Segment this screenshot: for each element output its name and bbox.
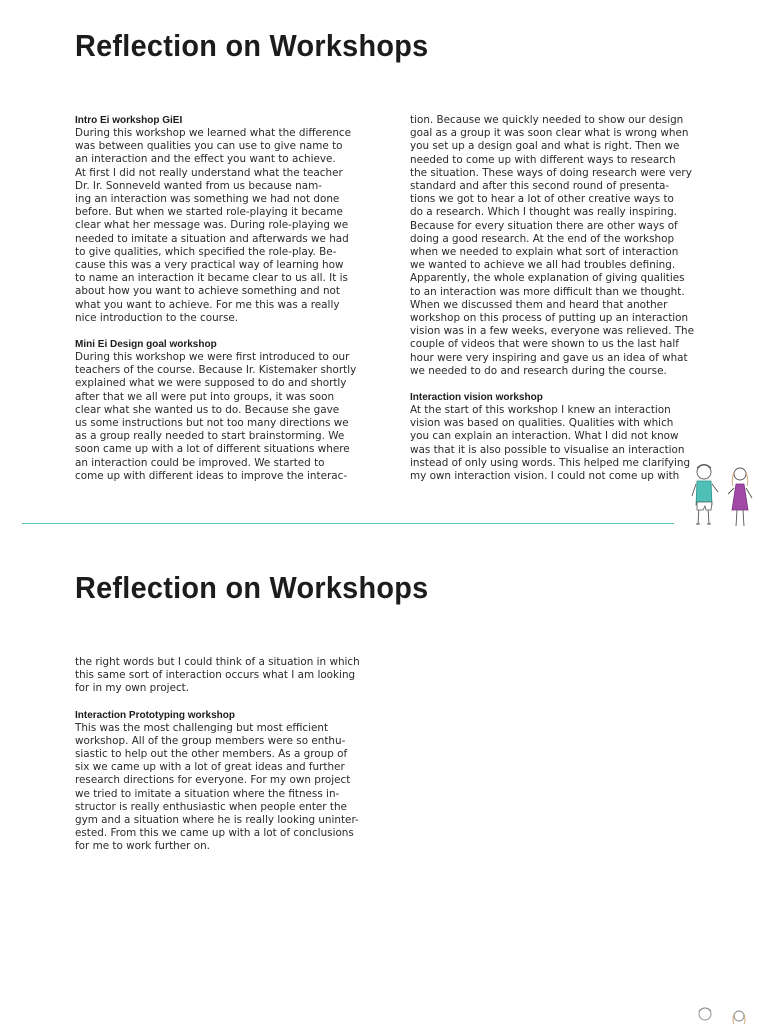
intro-workshop-paragraph (75, 127, 365, 325)
text-line: you set up a design goal and what is right. Then we (410, 140, 680, 153)
text-line: doing a good research. At the end of the workshop (410, 232, 675, 245)
boy-and-girl-illustration (682, 462, 762, 530)
right-column (410, 114, 700, 483)
text-line: vision was based on qualities. Qualities with which (410, 417, 674, 430)
prototyping-workshop-paragraph (75, 722, 365, 854)
text-line: standard and after this second round of presenta- (410, 180, 670, 193)
text-line: my own interaction vision. I could not come up with (410, 470, 680, 483)
boy-shirt (696, 481, 712, 505)
page-title: Reflection on Workshops (75, 28, 429, 63)
left-column (75, 114, 365, 483)
text-line: cause this was a very practical way of learning how (75, 259, 344, 272)
text-line: Apparently, the whole explanation of giving qualities (410, 272, 685, 285)
boy-and-girl-illustration-cropped (694, 1002, 754, 1024)
text-line: to name an interaction it became clear to us all. It is (75, 272, 348, 285)
text-line: us some instructions but not too many directions we (75, 417, 349, 430)
text-line: as a group really needed to start brainstorming. We (75, 430, 345, 443)
text-line: siastic to help out the other members. As a group of (75, 748, 348, 761)
text-line: an interaction and the effect you want to achieve. (75, 153, 336, 166)
interaction-vision-workshop-continued (75, 656, 365, 696)
text-line: you can explain an interaction. What I did not know (410, 430, 679, 443)
text-line: to give qualities, which specified the role-play. Be- (75, 245, 337, 258)
text-line: workshop. All of the group members were so enthu- (75, 734, 346, 747)
text-line: When we discussed them and heard that another (410, 298, 668, 311)
interaction-vision-workshop-paragraph (410, 404, 700, 483)
page-divider (22, 523, 674, 524)
section-heading-intro-workshop: Intro Ei workshop GiEI (75, 115, 183, 126)
text-line: research directions for everyone. For my own project (75, 774, 351, 787)
text-line: clear what she wanted us to do. Because she gave (75, 403, 340, 416)
text-line: Dr. Ir. Sonneveld wanted from us because nam- (75, 179, 322, 192)
text-line: vision was in a few weeks, everyone was relieved. The (410, 325, 695, 338)
left-column (75, 656, 365, 854)
text-line: explained what we were supposed to do and shortly (75, 377, 347, 390)
text-line: for in my own project. (75, 682, 190, 695)
text-line: teachers of the course. Because Ir. Kistemaker shortly (75, 364, 357, 377)
design-goal-workshop-continued (410, 114, 700, 378)
text-line: During this workshop we were first introduced to our (75, 351, 350, 364)
text-line: after that we all were put into groups, it was soon (75, 390, 335, 403)
text-line: for me to work further on. (75, 840, 210, 853)
text-line: to an interaction was more difficult than we thought. (410, 285, 685, 298)
text-line: ing an interaction was something we had not done (75, 193, 340, 206)
text-line: when we needed to explain what sort of interaction (410, 246, 679, 259)
text-line: about how you want to achieve something and not (75, 285, 340, 298)
text-line: ested. From this we came up with a lot of conclusions (75, 827, 354, 840)
text-line: before. But when we started role-playing it became (75, 206, 343, 219)
text-line: do a research. Which I thought was really inspiring. (410, 206, 677, 219)
text-line: soon came up with a lot of different situations where (75, 443, 350, 456)
text-line: we needed to do and research during the course. (410, 364, 667, 377)
page-title: Reflection on Workshops (75, 570, 429, 605)
text-line: At the start of this workshop I knew an interaction (410, 404, 671, 417)
text-line: This was the most challenging but most efficient (75, 721, 329, 734)
text-line: needed to come up with different ways to research (410, 153, 676, 166)
boy-shorts (697, 502, 712, 510)
text-line: the right words but I could think of a situation in which (75, 656, 360, 668)
section-heading-design-goal-workshop: Mini Ei Design goal workshop (75, 339, 217, 351)
text-line: clear what her message was. During role-playing we (75, 219, 349, 232)
section-heading-prototyping-workshop: Interaction Prototyping workshop (75, 709, 236, 721)
text-line: six we came up with a lot of great ideas and further (75, 761, 345, 774)
section-heading-interaction-vision-workshop: Interaction vision workshop (410, 392, 543, 404)
text-line: was between qualities you can use to give name to (75, 140, 343, 153)
text-line: this same sort of interaction occurs what I am looking (75, 669, 356, 682)
text-line: gym and a situation where he is really looking uninter- (75, 814, 359, 827)
text-line: tions we got to hear a lot of other creative ways to (410, 193, 674, 206)
text-line: the situation. These ways of doing research were very (410, 166, 692, 179)
text-line: we wanted to achieve we all had troubles defining. (410, 259, 676, 272)
text-line: what you want to achieve. For me this was a really (75, 298, 340, 311)
text-line: we tried to imitate a situation where the fitness in- (75, 787, 340, 800)
text-line: structor is really enthusiastic when people enter the (75, 800, 347, 813)
text-line: During this workshop we learned what the difference (75, 127, 352, 139)
girl-dress (732, 484, 748, 510)
text-line: At first I did not really understand what the teacher (75, 166, 343, 179)
text-line: hour were very inspiring and gave us an idea of what (410, 351, 688, 364)
text-line: needed to imitate a situation and afterwards we had (75, 232, 349, 245)
text-line: workshop on this process of putting up an interaction (410, 312, 689, 325)
text-line: come up with different ideas to improve the interac- (75, 469, 348, 482)
text-line: instead of only using words. This helped me clarifying (410, 456, 691, 469)
design-goal-workshop-paragraph (75, 351, 365, 483)
text-line: couple of videos that were shown to us the last half (410, 338, 679, 351)
text-line: an interaction could be improved. We started to (75, 456, 325, 469)
text-line: was that it is also possible to visualise an interaction (410, 443, 685, 456)
text-line: Because for every situation there are other ways of (410, 219, 678, 232)
text-line: nice introduction to the course. (75, 311, 239, 324)
text-line: goal as a group it was soon clear what is wrong when (410, 127, 689, 140)
text-line: tion. Because we quickly needed to show our design (410, 114, 684, 126)
